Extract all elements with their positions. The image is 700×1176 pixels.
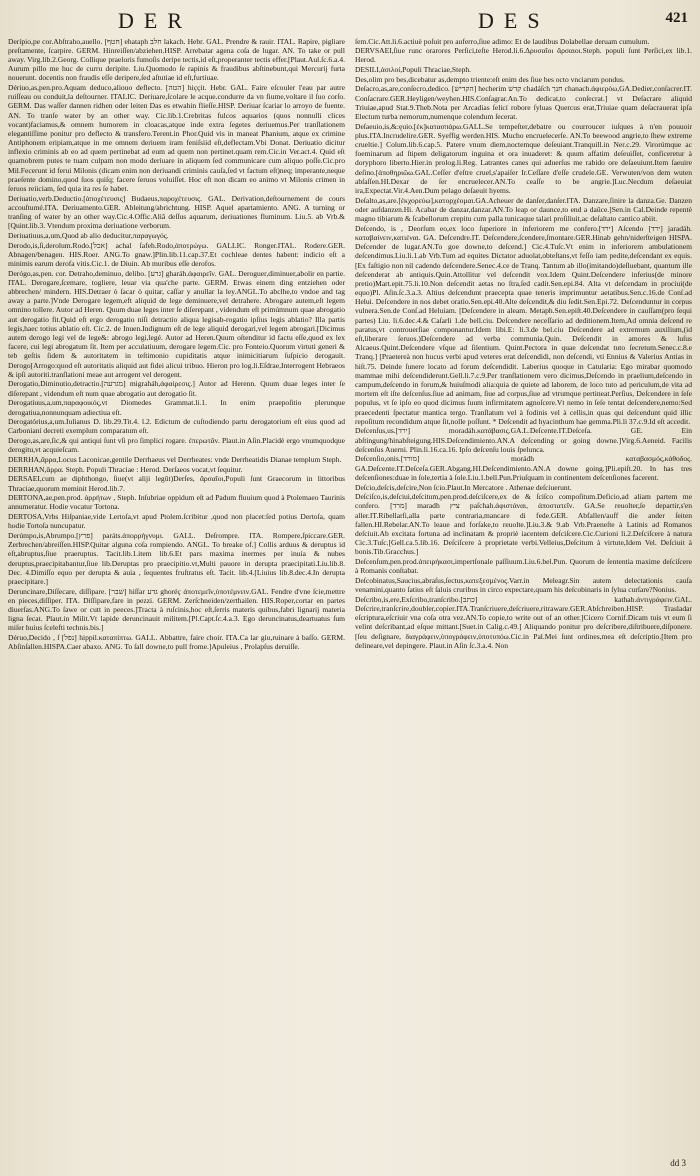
left-column (8, 36, 345, 1162)
dictionary-entry: DERRHAN,ἄρρα. Steph. Populi Thraciae : Herod. Derſaeos vocat,vt ſequitur. (8, 464, 243, 474)
dictionary-entry: Deſacro,as,are,conſecro,dedico. [הקדיש] hecherim קדש chadáſch חנך chanach.ἀφιερόω,GA.Dedier,conſacrer.IT. Conſacrare.GER.Heyligen/weyhen.HIS.Conſagrar.An.To dedicat,to conſecrat.] vt Deſacrare aliquid Triuiae,apud Stat.9.Theb.Nota per Arcadias ſelicí robore ſyluas Quercus erat,Triuiae quam deſacrauerat ipſa Electum turba nemorum,numenque colendum ſecerat. (355, 84, 692, 121)
dictionary-entry: Deſcendo, is , Deorſum eo,ex loco ſuperiore in inferiorem me confero.[ירד] Aſcendo [ירד] jaradáh. καταβαίνειν,κατιέναι. GA. Deſcendre.IT. Deſcendere,ſcendere,ſmontare.GER.Hinab gehn/niderſteigen HISPA. Deſcender de lugar.AN.To goe downe,to deſcend.] Cic.4.Tuſc.Vt enim in inferiorem ambulationem deſcendimus.Liu.li.1.ab Vrb.Tum ad equites Dictator aduolat,obteſtans,vt feſſo iam pedite,deſcendant ex equis.[Ex faſtigio non nil cadendo deſcendere.Senec.4.ce de Tranq. Tantum ab illo(imitando)deſluebant, quantum ille deſcenderat ab antiquis.Quin.Attollitur vel deſcendit vox.Idem Quint.Deſcendere inferius(de minore pretio)Mart.epit.75.li.10.Non deſcendit aetas no ſtra,ſed cadit.Sen.epi.84. Alta vt deſcendam in prociui(de equo)Pl. Aſin.ſc.3.a.3. Altius deſcendunt praecepta quae teneris imprimuntur aetatibus.Sen.c.16.de Conſ.ad Helui. Deſcendere in nos debet oratio.Sen.epi.40.Alte deſcendit,& diu ſedit.Sen.Epi.72. Deſcenduntur in corpus vulnera.Sen.de Conſ.ad Heluiam. [Deſcendere in aleam. Metaph.Sen.epiſt.40.Deſcendere in cauſſam(pro ſequi partes) Liu. li.6.dec.4.& Caſarli 1.de bell.ciu. Deſcendere neceſſario ad deditionem.Item,Ad omnia deſcend re paratus,vt controuerſiae componantur.Idem libi.E: li.3.de bel.ciu Deſcendere ad extremum auxilium,(id eſt,liberare ſeruos.)Deſcendere ad verba communia.Quin. Deſcendit in amores & luſus Alcaeus.Quint.Deſcendere vſque ad ſilentium. Quint.Pectora in quae deſcendat tuto ſecretum.Senec.c.8.e Tranq.] [Praetereà non hucus verbi apud veteres erat deſcendidi, non deſcendi, vti Ennius & Valerius Antias in hiſt.75. Deinde ſunere locato ad forum deſcendidit. Laberius quoque in Catularia: Ego mirabar quomodo mammae mihi deſcendiderunt.Gell.li.7.c.9.Per tranſlationem vero dicimus,Deſcendo in praelium,deſcendo in campum,deſcendo in forum,& huiuſmodi alia:quia de quiete ad laborem, de loco tuto ad periculum,de vita ad mortem eſt iſte deſcenſus.ſiue ad animam, ſiue ad corpus,ſiue ad vtrumque pertineat.Perſius, Deſcendere in ſeſe populus, vt ſe ipſo eo quod dicimus ſuum infirmitatem agnoſcere.Vt nemo in ſeſe tentat deſcendere,nemo:Sed praecedenti ſpectatur mantica tergo. Tranſlatum vel à fodinis vel à cellis,in quas qui deſcendunt quid illic repoſitum recondidum atque ſit,nolle poſſunt. * Deſcendit ad hyacinthum hae gemma.Pli.li 37.c.9.Id eſt accedit. (355, 223, 692, 426)
dictionary-entry: Derógo,as,pen. cor. Detraho,deminuo, delibo. [גרע] gharáh.ἀφαιρεῖν. GAL. Deroguer,diminuer,abolir en partie. ITAL. Derogare,ſcemare, togliere, leuar via qua'che parte. GERM. Etwas einem ding entziehen oder abbrechen/ mindern. HIS.Detraer ò ſacar ò quitar, caſſar y anullar la ley.ANGL.To abclhe,to vndoe and tag away a parte.]Vnde Derogare legem,eft aliquid de lege deminuere,vel detrahere. Abrogare autem,eſt legem omnino tollere. Autor ad Heren. Quum duae leges inter ſe diſerepant , videndum eſt primúmnum quae abrogatio aut derogatio fit.Quid eſt ergo derogatio niſi detractio aliqua legisab-rogatio ipſius legis ablatio? Illa partis legis,haec totius ablatio eſt. Cic.2. de Inuen.Indignum eſt de lege aliquid derogari,vel legem abrogari.[Dicimus autem derogo legi vel de lege&: abrogo legi,legé. Autor ad Heren.Quum oſtenditur id factu eſſe,quod ex lex facere, cui legi abrogatum ſit. Item per acculatiuum, derogare legem.Cic. pro Fonteio.Quorum virtuti generi & teb geſtis ſidem & autoritatem in teſtimonio cupiditatis atque inimicitiarum ſuſpicio derogauit. Derogo[Arrogo:quod eſt autoritatis aliquid aut fidei alicui tribuo. Hieron pro log.li.Eſdrae,Interrogent Hebraeos & ipſi autoriti.tranſlationi meae aut arrogent vel derogent. (8, 268, 345, 379)
dictionary-entry: Déruo,Decido , ſ [נפל] hippil.καταπίπτω. GALL. Abbattre, faire choir. ITA.Ca lar giu,ruinare à baſſo. GERM. Abſinſallen.HISPA.Caer abaxo. ANG. To ſall downe,to pull frome.]Apuleius , Prolapſus deruiſſe. (8, 633, 345, 652)
running-head-left: DER (118, 8, 192, 33)
signature-mark: dd 3 (670, 1158, 686, 1168)
dictionary-entry: DERVSAEI,ſiue runc orarores Perſici,teſte Herod.li.6.Δρυσαῖοι ἄρσαιοι.Steph. populi ſunt Perſici,ex lib.1. Herod. (355, 46, 692, 65)
dictionary-entry: Deſciſco,is,deſciui,deſcitum,pen.prod.deſciſcere,ex de & ſciſco compoſitum.Deficio,ad aliam partem me confero. [מרד] maradh ציץ paſchah.ἀφιστάναι, ἀποστατεῖν. GA.Se reuolter,ſe departir,s'en aller.IT.Ribellarſi,alla parte contraria,mancare di fede.GER. Abfallen/auff die ander ſeiten fallen.HI.Rebelar.AN.To leaue and forſake,to reuolte.]Liu.3.& 9.ab Vrb.Praeneſte à Latinis ad Romanos deſciuit.Ab excitata fortuna ad inclinatam & propriè iacentem deſciſcere.Cic.Curioni li.2.Deſciſcere à natura Cic.3.Tuſc.[Gell.ca.5.lib.16. Deſciſcere à proprietate verbi.Velleius,Deſcitum à virtute,Idem Vel. Deſciuit à bonis.Tib.Gracchus.] (355, 492, 692, 557)
dictionary-entry: Deruncinare,Diſſecare, diſſipare. [שבר] hiſſar גדע ghoréç ἀποτεμεῖν,ὑποτέμνειν.GAL. Fendre d'vne ſcie,mettre en pieces,diſſiper. ITA. Diſſipare,fare in pezzi. GERM. Zerſchneiden/zerthailen. HIS.Roper,cortar en partes diuerſas.ANG.To ſawe or cutt in peeces.]Tracta à ruſcinis,hoc eſt,ſerris materis quibus,fabri lignarij materia ligna ſecat. Plaut.in Milit.Vt lapide deruncinauit militem.[Pl.Capt.ſc.4.a.3. Ego deruncinatus,deartuatus ſum miſer huius ſcelefti technis.bis.] (8, 586, 345, 633)
dictionary-entry: DERSAEI,cum ae diphthongo, ſiue(vt aliji legût)Derſes, ἄρσαῖοι,Populi ſunt Graecorum in littoribus Thraciae,quorum meminit Herod.lib.7. (8, 474, 345, 493)
dictionary-entry: Derípio,pe cor.Abſtraho,auello. [חטף] ehataph חלב lakach. Hebr. GAL. Prendre & rauir. ITAL. Rapire, pigliare preſtamente, ſcarpire. GERM. Hinreiſſen/abziehen.HISP. Arrebatar agena coſa de lugar. AN. To take or pull away. Virg.lib.2.Georg. Collique praeloris fumoſis deripe tectis,id eſt,properanter tectis effer.[Plaut.Aul.ſc.6.a.4. Aurum pillo me huc de curru deripite. Liu.Quomodo ſe rapinis & fraudibus abſtinebunt,qui Mercurij furta nouerunt. docentis non fraudis eſſe deripere,ſed aſtutiae id eſt,furtiuae. (8, 36, 345, 83)
right-column (355, 36, 692, 1162)
dictionary-entry: Deſcenſio,onis.[מורד] morádh καταβασμός,κάθοδος. GA.Deſcente.IT.Deſceſa.GER.Abgang.HI.Deſcendimiento.AN.A downe going.]Pli.epiſt.20. In has tres deſcenſiones:duae in ſole,tertia à ſole.Liu.1.bell.Pun.Priuſquam in continentem deſcenſiones facerent. (355, 454, 692, 482)
dictionary-entry: Deriuatio,verb.Deductio.[ἀποχέτευσις] Budaeus,παροχέτευσις. GAL. Derivation,deſtournement de cours accouſtumé.ITA. Deriuamento.GER. Ableitung/abrichtung. HISP. Aquel apartamiento. ANG. A turning or tranſing of water by an other way.Cic.4.Offic.Aliâ deſſus aquarum, deriuationes fluminum. Liu.5. ab Vrb.&[Quint.lib.3. Vtendum proxima deriuatione verborum. (8, 193, 345, 231)
dictionary-entry: DERTONA,ae,pen.prod. ἀρρήτων , Steph. Inſubriae oppidum eſt ad Padum fluuium quod à Ptolemaeo Taurinis annumeratur. Hodie vocatur Tortona. (8, 493, 345, 512)
dictionary-entry: Deſcenſum,pen.prod.ἀπειρήκασι,impertſonale paſſiuum.Liu.6.bel.Pun. Quorum de ſententia maxime deſciſcere à Romanis conſtabat. (355, 557, 692, 576)
dictionary-entry: DERRHA,ἄρρα,Locus Laconicae,gentile Derrhaeus vel Derrheates: vnde Derrheatidis Dianae templum Steph. (8, 454, 342, 464)
dictionary-entry: Deſaeuio,is,&:ęuio.[ἐκ]κατασπάρω.GALL.Se tempeſter,debatre ou courroucer iuſques à n'en pouuoir plus.ITA.Incrudelire.GER. Syeffig werden.HIS. Mucho encruelecerſe. AN.To beewood angrie,to ſhew extreme crueltie.] Colum.lib.6.cap.5. Patere vnum diem,noctemque deſeuiant.Tranquill.in Ner.c.29. Virorúmque ac foeminarum ad ſtipem deligatorum inguina et ora inuaderet: & quum affatim deſeuiſſet, conficeretur à doryphoro liberto.Hier.in prolog.li.Reg. Latrantes canes qui aduerſus me rabido ore deſaeuiunt.Item ſaeuire deſino.[ἀποθηριῶω.GAL.Ceſſer d'eſtre cruel,s'apaiſer Ir.Ceſſare d'eſſe crudele.GE. Verwuten/von dem wuten abſaſſen.HI.Dexar de ſer encruelecer.AN.To ceaſſe to be angrie.]Luc.Necdum deſaeuiat ira,Expectat.Vir.4.Aen.Dum pelago deſaeuit hyems. (355, 121, 692, 195)
dictionary-entry: Deſcobinatus,Saucius,abraſus,ſectus,κατεξεσμένος.Varr.in Meleagr.Sin autem delectationis cauſa venamini,quanto ſatius eſt ſaluis cruribus in circo expectare,quam his deſcobinaris in ſylua curſare?Nonius. (355, 575, 692, 595)
dictionary-entry: Derogo,as,are,ſic,& qui antiqui ſunt vſi pro ſimplici rogare. ἐπερωτᾶν. Plaut.in Aſin.Placidè ergo vnumquodque derogitu,vt acquieſcam. (8, 436, 345, 455)
dictionary-entry: Des,olim pro bes,dicebatur as,dempto triente:eſt enim des ſiue bes octo vnciarum pondus. (355, 74, 625, 84)
two-column-text (8, 36, 692, 1162)
running-head-right: DES (478, 8, 550, 33)
dictionary-entry: Deſalto,as,are.[ἐκχορεύω],κατορχέομαι.GA.Acheuer de danſer,danſer.ITA. Danzare,ſinire la danza.Ge. Danzen oder aufdanzen.Hi. Acabar de danzar,danzar.AN.To leap or daunce,to end a daûce.]Sen.in Cal.Deinde repentè magno tibiarum & ſcabellorum crepitu cum palla tunicaque talari proſiliuit,ac deſaltato cantico abiit. (355, 195, 692, 224)
page-header (8, 6, 692, 36)
dictionary-entry: DERTOSA,Vrbs Hiſpaniae,vide Lertoſa,vt apud Ptolem.ſcribitur ,quod non placet:ſed potius Dertoſa, quam hodie Tortoſa nuncupatur. (8, 512, 345, 531)
dictionary-entry: Deſcio,deſcis,deſcire,Non ſcio.Plaut.In Mercatore . Athenae deſciuerunt. (355, 482, 572, 492)
dictionary-entry: Deſcribo,is,ere,Exſcribo,tranſcribo.[כתב] kathab.ἀντιγράφειν.GAL. Deſcrire,tranſcrire,doubler,copier.ITA.Tranſcriuere,deſcriuere,ritraware.GER.Abſchreiben.HISP. Trasladar eſcriptura,eſcriuir vna coſa otra vez.AN.To copie,to write out of an other.]Cicero Cornif.Dicam tuis vt eum ſi velint deſcribant,ad eſque mittant.[Suet.in Calig.c.49.] Aliquando ponitur pro deſcribere,diſtribuere,diſponere.[ſeu deſignare, διαγράφειν,ὑπογράφειν,ὑποτυπόω.Cic.in Pal.Mei ſunt ordines,mea eſt deſcriptio.[Item pro delineare,vel depingere. Plaut.in Aſin ſc.3.a.4. Non (355, 594, 692, 650)
dictionary-entry: Derúmpo,is,Abrumpo.[פרץ] paráts.ἀπορρήγνυμι. GALL. Deſrompre. ITA. Rompere,ſpiccare.GER. Zerbrechen/abreiſſen.HISP.Quitar alguna coſa rompiendo. ANGL. To breake of.] Collis arduus & deruptus id eſt,abruptus,ſiue praeruptus. Tacit.lib.1.item lib.6.Et pars maxima inermes per inuia & nubes deruptus,praecipitabantur,ſiue lib.Deruptas pro praecipitio.vt,Multi pauore in derupta praecipitati.Liu.lib.8. Dec. 4.Dimiſſo equo per derupta & auia , ſequentes fruſtratus eſt. Tacit. lib.4.[Liuius lib.8.dec.4.In derupta praecipitare.] (8, 530, 345, 586)
dictionary-entry: Derogatio,Diminutio,detractio.[מגרעה] migraháh,ἀφαίρεσις.] Autor ad Herenn. Quum duae leges inter ſe diſerepant , videndum eſt num quae abrogatio aut derogatio ſit. (8, 379, 345, 398)
dictionary-entry: Dériuo,as,pen.pro.Aquam deduco,aliouo deflecto. [הטה] hiççit. Hebr. GAL. Faire eſcouler l'eau par autre ruiſſeau ou conduit,la deſtourner. ITALIC. Deriuare,ſcolare le acque.condurre da vn fiume,voltare il ſuo corſo. GERM. Das waſſer dannen ridhen oder leiten Das es etwahin flieſſe.HISP. Deriuar ſcariar lo arroyo de fuente. AN. To tranſe water by an other way. Cic.lib.1.Crebritas fulcos aquarios (quos nonnulli clices vocant)faciamus,& omnem humorem in cloacas,atque inde extra ſegetes deriuemus.Per tranſlationem elegantiſſime ponitur pro deflecto & transfero.Terent.in Phor.Quid vis in maneat Phanium, atque ex crimine Antiphonem eripiam,atque in me omnem deriuem iram feniſsiid eſt,deflectam.Vbi Donat. Deriuatio dicitur inflexio criminis ab eo ad quem pertinebat ad eum ad quem non pertinet.quam rem.Cic.in Ver.act.4. Quid eſt quamobrem putes te tuam culpam non modo deriuare in aliquem ſed communicare cum aliquo poſſe.Cic.pro Mil.Fecerunt id ferui Milonis (dicam enim non deriuandi criminis cauſa,ſed vt factum eſt)neq; imperante,neque praeſente domino,quod ſuos quiſq; facere ſeruos voluiſſet. Hoc eſt non dicam eo animo vt Milonis crimen in ſeruos reiiciam, ſed quia ita res ſe habet. (8, 82, 345, 193)
dictionary-entry: Derogatórius,a,um.Iulianus D. lib.29.Tit.4. l.2. Edictum de cuſtodiendo partu derogatorium eſt eius quod ad Carbonianí decreti exemplum comparatum eſt. (8, 417, 345, 436)
dictionary-entry: ſem.Cic.Att.li.6.actiuè poſuit pro auferro,ſiue adimo: Et de laudibus Dolabellae deruam cumulum. (355, 36, 650, 46)
dictionary-entry: Deriuatiuus,a,um,Quod ab alio deducitur,παραγωγός. (8, 230, 169, 240)
dictionary-entry: Derogatiuus,a,um,παραφοικός,vt Diomedes Grammat.li.1. In enim praepoſitio plerunque derogatiua,nonnunquam adiectiua eſt. (8, 398, 345, 417)
page-number: 421 (665, 10, 688, 26)
dictionary-entry: DESILI,ἀσιλοί,Populi Thraciae,Steph. (355, 65, 472, 75)
dictionary-entry: Deſcenſus,us.[ירד] moradáh.κατάβασις.GA.L.Deſcente.IT.Deſceſa. GE. Ein abſtingung/hinabſteigung.HIS.Deſcendimiento.AN.A deſcending or going downe.]Virg.6.Aeneid. Facilis deſcenſus Auerni. Plin.li.16.ca.16. Ipſo deſcenſu louis ſpelunca. (355, 426, 692, 454)
dictionary-entry: Derodo,is,ſi,derolum.Rodo.[אכל] achal ſafeh.Rodo,ἀποτρώγω. GALLIC. Ronger.ITAL. Rodere.GER. Abnagen/benagen. HIS.Roer. ANG.To gnaw.]Plin.lib.11.cap.37.Et cochleae dentes habent: indicio eſt a minimis earum derofa vitis.Cic.1. de Diuin. Ab muribus eſſe derofos. (8, 240, 345, 268)
